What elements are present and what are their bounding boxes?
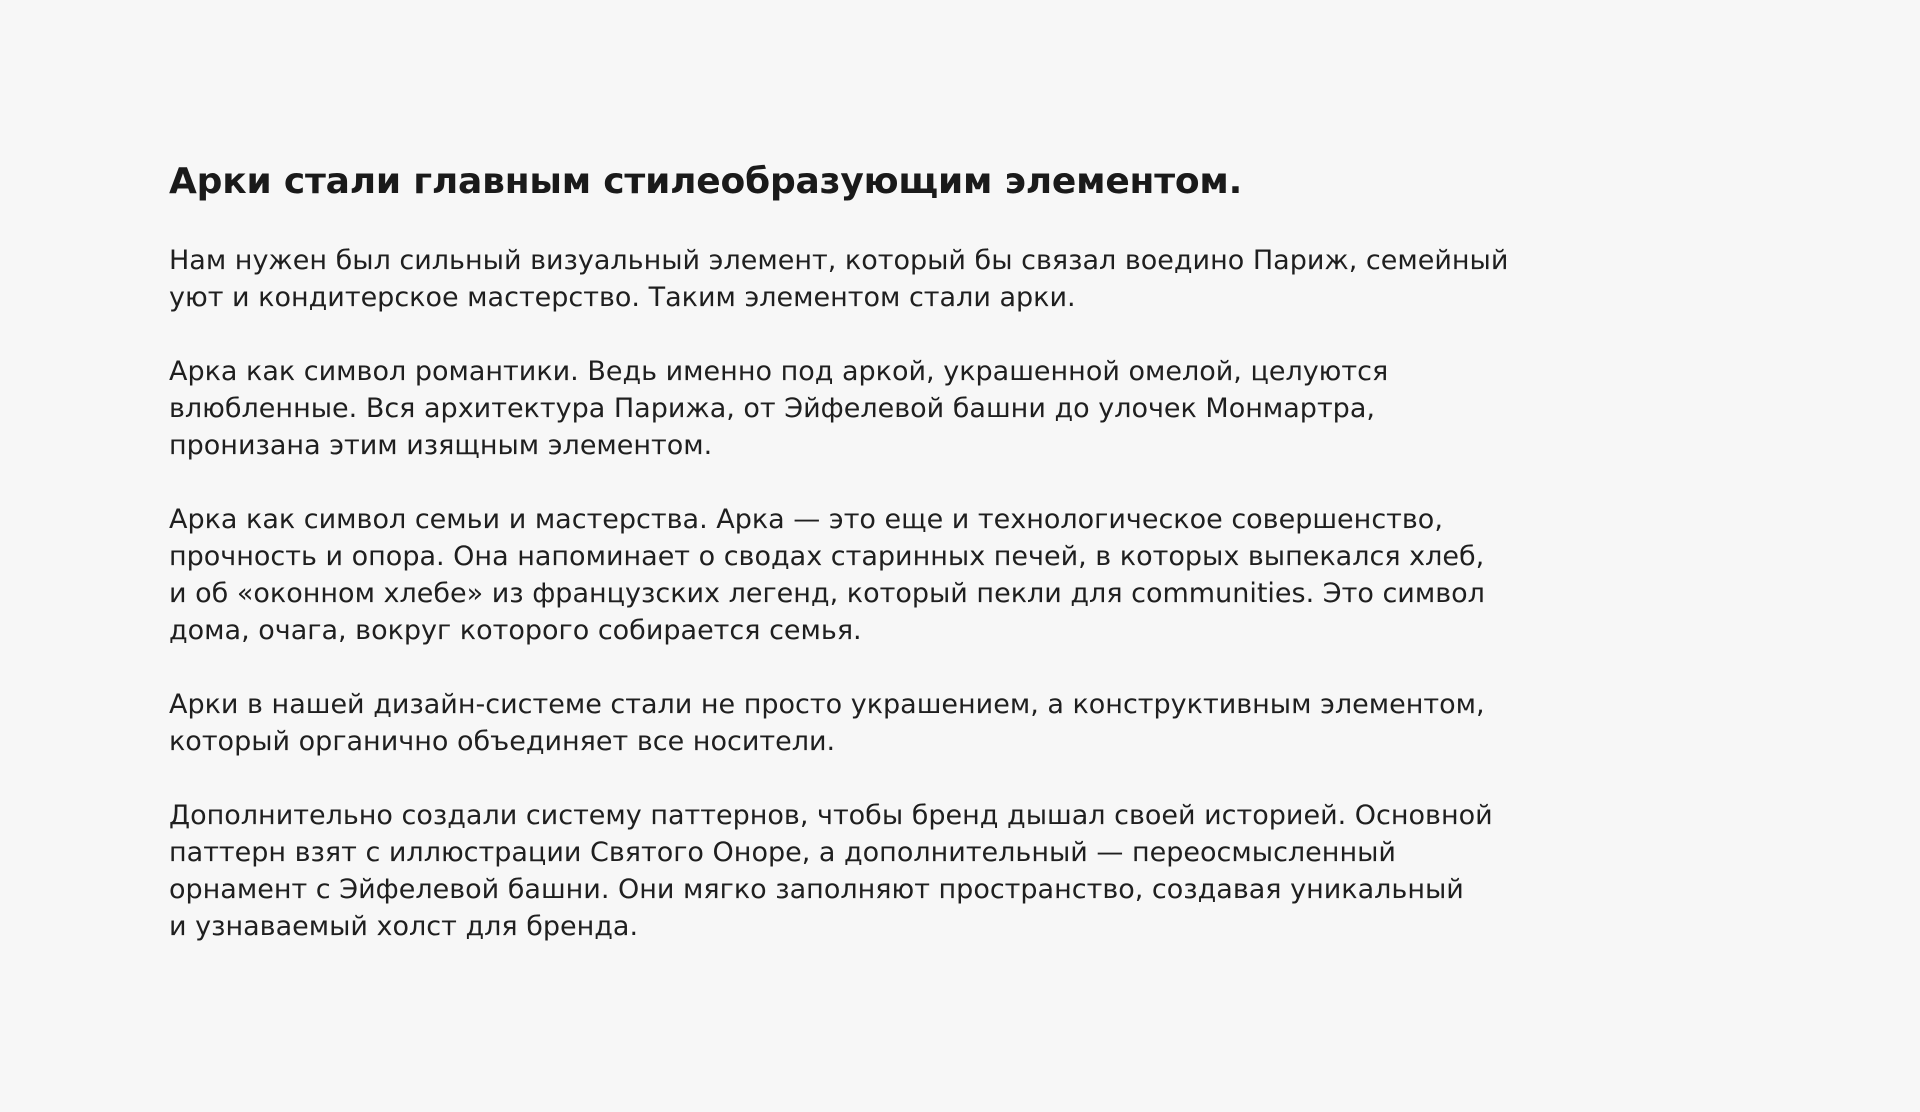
paragraph-line: прочность и опора. Она напоминает о сводах старинных печей, в которых выпекался хлеб, (169, 541, 1485, 572)
paragraph-line: Арка как символ семьи и мастерства. Арка — это еще и технологическое совершенство, (169, 504, 1443, 535)
paragraph-5 (169, 797, 1769, 945)
paragraph-3 (169, 501, 1769, 649)
paragraph-line: и узнаваемый холст для бренда. (169, 911, 639, 942)
paragraph-line: который органично объединяет все носители. (169, 726, 836, 757)
article-title: Арки стали главным стилеобразующим элементом. (169, 161, 1243, 202)
paragraph-line: орнамент с Эйфелевой башни. Они мягко заполняют пространство, создавая уникальный (169, 874, 1464, 905)
paragraph-line: влюбленные. Вся архитектура Парижа, от Эйфелевой башни до улочек Монмартра, (169, 393, 1375, 424)
article-body (169, 242, 1769, 945)
paragraph-line: и об «оконном хлебе» из французских легенд, который пекли для communities. Это символ (169, 578, 1485, 609)
article (169, 158, 1769, 982)
paragraph-4 (169, 686, 1769, 760)
paragraph-line: Дополнительно создали систему паттернов, чтобы бренд дышал своей историей. Основной (169, 800, 1493, 831)
paragraph-line: Арки в нашей дизайн-системе стали не просто украшением, а конструктивным элементом, (169, 689, 1485, 720)
paragraph-line: пронизана этим изящным элементом. (169, 430, 713, 461)
paragraph-2 (169, 353, 1769, 464)
paragraph-line: уют и кондитерское мастерство. Таким элементом стали арки. (169, 282, 1076, 313)
paragraph-line: Нам нужен был сильный визуальный элемент, который бы связал воедино Париж, семейный (169, 245, 1509, 276)
paragraph-line: дома, очага, вокруг которого собирается семья. (169, 615, 862, 646)
paragraph-line: Арка как символ романтики. Ведь именно под аркой, украшенной омелой, целуются (169, 356, 1389, 387)
paragraph-line: паттерн взят с иллюстрации Святого Оноре, а дополнительный — переосмысленный (169, 837, 1396, 868)
paragraph-1 (169, 242, 1769, 316)
